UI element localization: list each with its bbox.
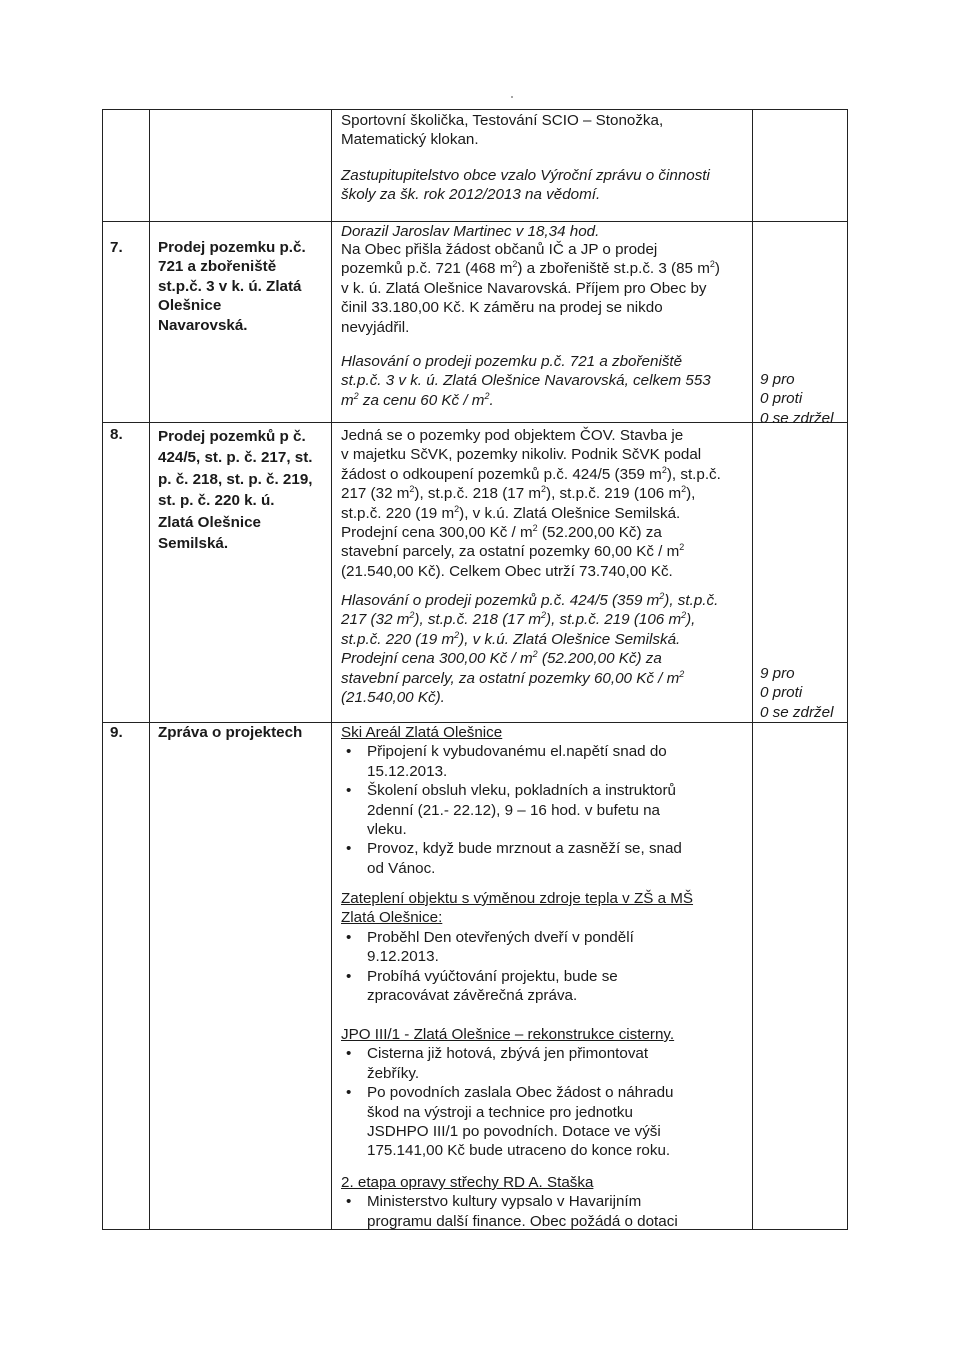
project-jpo-cisterna — [341, 1025, 674, 1161]
header-line: Sportovní školička, Testování SCIO – Stonožka, — [341, 112, 664, 129]
bullet-item: • Probíhá vyúčtování projektu, bude se zpracovávat závěrečná zpráva. — [341, 967, 693, 1006]
item-8-body-line: Jedná se o pozemky pod objektem ČOV. Stavba je — [341, 427, 684, 444]
bullet-item: • Provoz, když bude mrznout a zasněží se, snad od Vánoc. — [341, 839, 682, 878]
item-7-title-line: Navarovská. — [158, 316, 248, 334]
item-8-title-line: Prodej pozemků p č. — [158, 428, 306, 445]
header-line: Matematický klokan. — [341, 131, 479, 149]
item-8-body-line: 217 (32 $m^2$), st.p.č. 218 (17 $m^2$), st.p.č. 219 (106 $m^2$), — [341, 484, 696, 503]
header-note-line: Zastupitupitelstvo obce vzalo Výroční zprávu o činnosti — [341, 167, 710, 184]
item-8-body-line: st.p.č. 220 (19 $m^2$), v k.ú. Zlatá Olešnice Semilská. — [341, 503, 681, 522]
item-7-body-line: činil 33.180,00 Kč. K záměru na prodej se nikdo — [341, 299, 663, 317]
item-7-vote-result — [760, 370, 833, 428]
votes-abstained: 0 se zdržel — [760, 409, 834, 427]
bullet-item: • Cisterna již hotová, zbývá jen přimontovat žebříky. — [341, 1044, 674, 1083]
col-divider-title — [331, 109, 332, 1230]
arrival-note: Dorazil Jaroslav Martinec v 18,34 hod. — [341, 223, 600, 240]
project-heading: Ski Areál Zlatá Olešnice — [341, 724, 503, 741]
item-8-vote-result — [760, 664, 833, 722]
item-7-title — [158, 238, 306, 335]
item-7-vote-text — [341, 352, 711, 410]
item-8-vote-line: Hlasování o prodeji pozemků p.č. 424/5 (359 $m^2$), st.p.č. — [341, 591, 719, 609]
item-8-vote-line: (21.540,00 Kč). — [341, 689, 445, 707]
item-7-vote-line: Hlasování o prodeji pozemku p.č. 721 a zbořeniště — [341, 353, 683, 370]
votes-for: 9 pro — [760, 665, 795, 682]
project-ski-areal — [341, 723, 682, 878]
votes-against: 0 proti — [760, 390, 803, 408]
project-strecha-rd — [341, 1173, 678, 1231]
item-7-title-line: Prodej pozemku p.č. — [158, 239, 306, 256]
item-8-title — [158, 426, 313, 554]
item-9-number: 9. — [110, 724, 123, 741]
item-7-body-line: v k. ú. Zlatá Olešnice Navarovská. Příjem pro Obec by — [341, 279, 707, 297]
project-bullets — [341, 742, 682, 878]
item-8-title-line: Zlatá Olešnice — [158, 513, 261, 531]
project-bullets — [341, 1044, 674, 1160]
project-bullets — [341, 928, 693, 1006]
item-8-vote-text — [341, 591, 718, 707]
project-zatepleni — [341, 889, 693, 1005]
project-heading: 2. etapa opravy střechy RD A. Staška — [341, 1174, 594, 1191]
bullet-item: • Ministerstvo kultury vypsalo v Havarijním programu další finance. Obec požádá o dotaci — [341, 1192, 678, 1231]
item-8-body-line: stavební parcely, za ostatní pozemky 60,00 Kč / $m^2$ — [341, 542, 685, 561]
scan-speck — [511, 96, 513, 98]
item-7-body-line: nevyjádřil. — [341, 318, 410, 336]
col-divider-number — [149, 109, 150, 1230]
item-7-title-line: 721 a zbořeniště — [158, 258, 277, 276]
table-right-border — [847, 109, 848, 1230]
project-bullets — [341, 1192, 678, 1231]
project-heading: Zlatá Olešnice: — [341, 909, 443, 927]
votes-for: 9 pro — [760, 371, 795, 388]
item-7-title-line: st.p.č. 3 v k. ú. Zlatá — [158, 277, 302, 295]
col-divider-text — [752, 109, 753, 1230]
item-8-vote-line: stavební parcely, za ostatní pozemky 60,00 Kč / $m^2$ — [341, 668, 685, 687]
item-7-body-line: Na Obec přišla žádost občanů IČ a JP o prodej — [341, 241, 658, 258]
item-8-vote-line: st.p.č. 220 (19 $m^2$), v k.ú. Zlatá Olešnice Semilská. — [341, 629, 681, 648]
table-left-border — [102, 109, 103, 1230]
item-8-body-line: v majetku SčVK, pozemky nikoliv. Podnik SčVK podal — [341, 446, 702, 464]
row-divider-8 — [102, 422, 848, 423]
item-7-vote-line: st.p.č. 3 v k. ú. Zlatá Olešnice Navarovská, celkem 553 — [341, 372, 711, 390]
item-8-title-line: st. p. č. 220 k. ú. — [158, 492, 275, 510]
item-8-body — [341, 426, 721, 581]
item-7-body — [341, 240, 720, 337]
item-7-vote-line: $m^2$ za cenu 60 Kč / $m^2$. — [341, 390, 494, 409]
bullet-item: • Školení obsluh vleku, pokladních a instruktorů 2denní (21.- 22.12), 9 – 16 hod. v bufetu na vleku. — [341, 781, 682, 839]
project-heading: Zateplení objektu s výměnou zdroje tepla v ZŠ a MŠ — [341, 890, 694, 907]
bullet-item: • Připojení k vybudovanému el.napětí snad do 15.12.2013. — [341, 742, 682, 781]
item-8-body-line: Prodejní cena 300,00 Kč / $m^2$ (52.200,00 Kč) za — [341, 523, 662, 542]
item-7-body-line: pozemků p.č. 721 (468 $m^2$) a zbořeniště st.p.č. 3 (85 $m^2$) — [341, 259, 720, 278]
item-7-title-line: Olešnice — [158, 297, 222, 315]
bullet-item: • Proběhl Den otevřených dveří v pondělí 9.12.2013. — [341, 928, 693, 967]
item-8-title-line: p. č. 218, st. p. č. 219, — [158, 470, 313, 488]
item-8-body-line: žádost o odkoupení pozemků p.č. 424/5 (359 $m^2$), st.p.č. — [341, 464, 721, 483]
header-continuation — [341, 111, 663, 150]
item-8-vote-line: 217 (32 $m^2$), st.p.č. 218 (17 $m^2$), st.p.č. 219 (106 $m^2$), — [341, 610, 696, 629]
table-top-border — [102, 109, 848, 110]
header-note — [341, 166, 710, 205]
item-8-body-line: (21.540,00 Kč). Celkem Obec utrží 73.740,00 Kč. — [341, 562, 673, 580]
votes-abstained: 0 se zdržel — [760, 703, 834, 721]
item-8-title-line: 424/5, st. p. č. 217, st. — [158, 449, 313, 467]
item-8-title-line: Semilská. — [158, 535, 229, 553]
votes-against: 0 proti — [760, 684, 803, 702]
header-note-line: školy za šk. rok 2012/2013 na vědomí. — [341, 186, 601, 204]
item-7-number: 7. — [110, 239, 123, 256]
bullet-item: • Po povodních zaslala Obec žádost o náhradu škod na výstroji a technice pro jednotku JSDHPO III/1 po povodních. Dotace ve výši 175.141,00 Kč bude utraceno do konce roku. — [341, 1083, 674, 1161]
item-8-number: 8. — [110, 426, 123, 443]
item-9-title: Zpráva o projektech — [158, 724, 303, 741]
item-8-vote-line: Prodejní cena 300,00 Kč / $m^2$ (52.200,00 Kč) za — [341, 649, 662, 668]
project-heading: JPO III/1 - Zlatá Olešnice – rekonstrukce cisterny. — [341, 1026, 675, 1043]
